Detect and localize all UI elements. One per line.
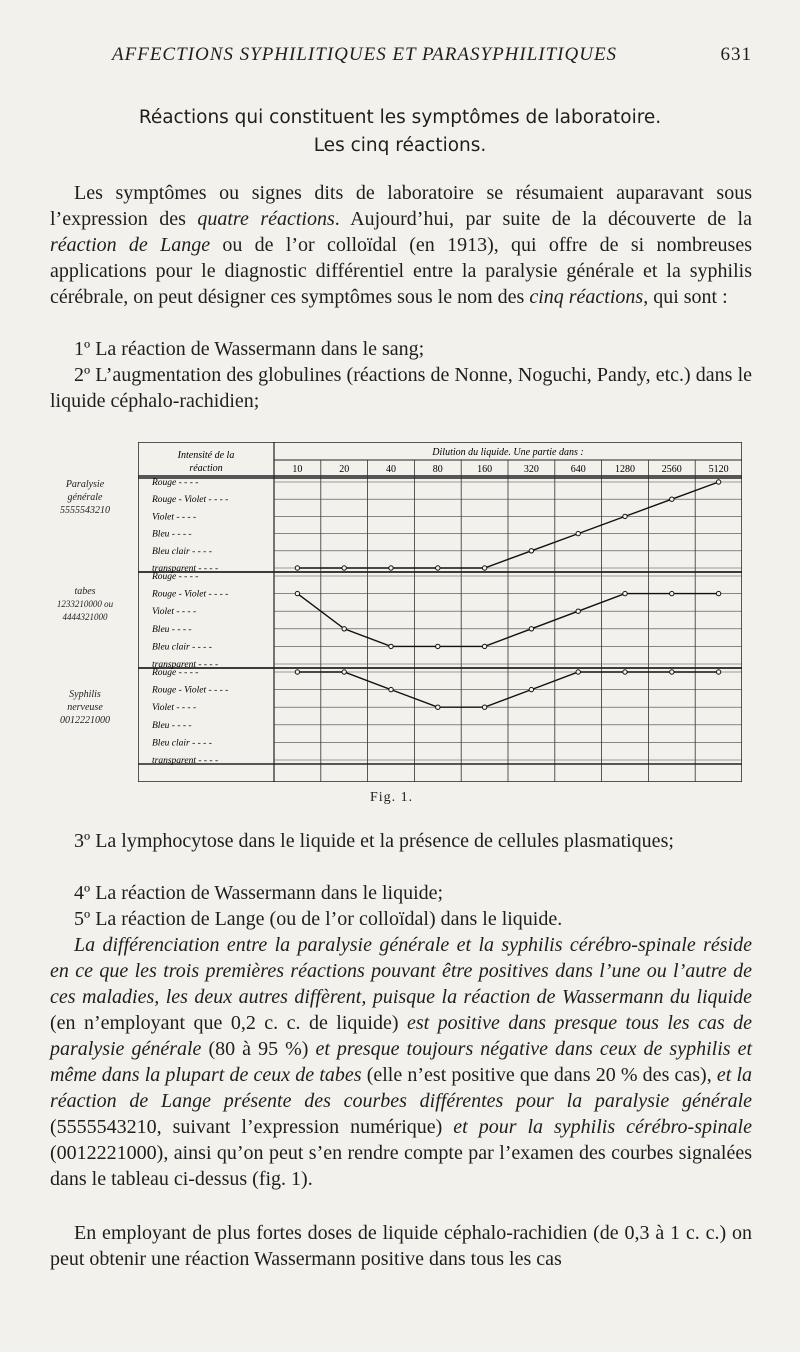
data-point <box>576 670 580 674</box>
row-labels <box>151 464 729 766</box>
row-label: Bleu - - - - <box>152 624 192 635</box>
data-point <box>576 609 580 613</box>
figure-caption: Fig. 1. <box>370 790 414 805</box>
intro-emphasis: quatre réactions <box>197 208 335 230</box>
group-label-1 <box>40 478 130 517</box>
group-label-2 <box>40 585 130 624</box>
section-title <box>60 104 740 160</box>
data-point <box>295 670 299 674</box>
para-emphasis: et la réaction de Lange présente des courbes différentes pour la paralysie générale <box>50 1064 753 1112</box>
data-point <box>295 566 299 570</box>
row-label: transparent - - - - <box>152 660 219 670</box>
para-text: (0012221000), ainsi qu’on peut s’en rendre compte par l’examen des courbes signalées dans le tableau ci-dessus (fig. 1). <box>50 1142 752 1190</box>
para-text: (elle n’est positive que dans 20 % des cas), <box>361 1064 717 1086</box>
data-point <box>529 687 533 691</box>
data-point <box>436 644 440 648</box>
data-point <box>389 687 393 691</box>
row-label: Bleu - - - - <box>152 529 192 540</box>
row-label: Bleu clair - - - - <box>152 738 212 749</box>
x-tick-label: 10 <box>292 464 303 475</box>
group-name: nerveuse <box>67 702 103 713</box>
para-text: (5555543210, suivant l’expression numérique) <box>50 1116 454 1138</box>
x-tick-label: 640 <box>570 464 586 475</box>
data-point <box>623 514 627 518</box>
list-item-5: 5º La réaction de Lange (ou de l’or colloïdal) dans le liquide. <box>74 908 563 930</box>
row-label: Rouge - - - - <box>152 668 199 678</box>
data-point <box>623 591 627 595</box>
group-name: tabes <box>74 586 96 597</box>
running-title: AFFECTIONS SYPHILITIQUES ET PARASYPHILITIQUES <box>112 44 618 65</box>
list-item-3: 3º La lymphocytose dans le liquide et la présence de cellules plasmatiques; <box>74 830 674 852</box>
row-label: Rouge - Violet - - - - <box>152 495 229 506</box>
data-point <box>670 497 674 501</box>
group-code: 5555543210 <box>60 505 110 516</box>
row-label: Violet - - - - <box>152 703 197 714</box>
running-header <box>112 40 752 70</box>
group-name: générale <box>67 492 103 503</box>
group-label-3 <box>40 688 130 727</box>
figure-1-chart <box>138 442 742 782</box>
data-point <box>342 566 346 570</box>
intro-paragraph <box>50 180 752 310</box>
intro-text: Les symptômes ou signes dits de laboratoire se résumaient auparavant sous l’expression des <box>50 182 752 230</box>
data-point <box>716 480 720 484</box>
data-point <box>436 566 440 570</box>
group-code: 0012221000 <box>60 715 110 726</box>
para-emphasis: La différenciation entre la paralysie générale et la syphilis cérébro-spinale réside en ce que les trois premières réactions pouvant être positives dans l’une ou l’autre de ces maladies, les deux autres diffèrent, puisque la réaction de Wassermann du liquide <box>50 934 752 1008</box>
x-tick-label: 40 <box>386 464 396 475</box>
para-emphasis: et pour la syphilis cérébro-spinale <box>453 1116 752 1138</box>
intro-emphasis: réaction de Lange <box>50 234 211 256</box>
x-tick-label: 160 <box>477 464 493 475</box>
row-label: Violet - - - - <box>152 512 197 523</box>
data-point <box>670 670 674 674</box>
data-point <box>576 531 580 535</box>
row-label: Bleu - - - - <box>152 720 192 731</box>
data-point <box>342 627 346 631</box>
intro-text: . Aujourd’hui, par suite de la découverte de la <box>334 208 752 230</box>
x-tick-label: 320 <box>523 464 539 475</box>
corner-header-line2: réaction <box>189 463 223 474</box>
x-tick-label: 2560 <box>661 464 682 475</box>
chart-frame <box>138 442 742 782</box>
data-point <box>342 670 346 674</box>
data-point <box>295 591 299 595</box>
data-point <box>716 670 720 674</box>
x-tick-label: 1280 <box>615 464 635 475</box>
lange-curve-chart <box>138 442 742 782</box>
page-number: 631 <box>720 44 752 65</box>
data-point <box>389 566 393 570</box>
corner-header-line1: Intensité de la <box>177 450 235 461</box>
row-label: Rouge - Violet - - - - <box>152 685 229 696</box>
para-emphasis: est positive dans presque tous les cas de paralysie générale <box>50 1012 752 1060</box>
grid <box>138 460 742 782</box>
para-text: (80 à 95 %) <box>201 1038 316 1060</box>
data-point <box>482 705 486 709</box>
group-name: Syphilis <box>69 689 101 700</box>
list-item-4: 4º La réaction de Wassermann dans le liquide; <box>74 882 444 904</box>
group-name: Paralysie <box>65 479 105 490</box>
row-label: Rouge - - - - <box>152 478 199 488</box>
section-title-line1: Réactions qui constituent les symptômes de laboratoire. <box>138 107 662 128</box>
row-label: Bleu clair - - - - <box>152 642 212 653</box>
row-label: Violet - - - - <box>152 607 197 618</box>
data-point <box>529 627 533 631</box>
row-label: Rouge - - - - <box>152 572 199 582</box>
intro-emphasis: cinq réactions <box>529 286 644 308</box>
intro-text: ou de l’or colloïdal (en 1913), qui offre de si nombreuses applications pour le diagnostic différentiel entre la paralysie générale et la syphilis cérébrale, on peut désigner ces symptômes sous le nom des <box>50 234 752 308</box>
data-point <box>529 549 533 553</box>
row-label: transparent - - - - <box>152 564 219 574</box>
row-label: Rouge - Violet - - - - <box>152 589 229 600</box>
data-point <box>482 644 486 648</box>
list-item-2: 2º L’augmentation des globulines (réactions de Nonne, Noguchi, Pandy, etc.) dans le liquide céphalo-rachidien; <box>50 364 752 412</box>
group-name: 1233210000 ou 4444321000 <box>56 599 114 622</box>
data-point <box>482 566 486 570</box>
x-tick-label: 5120 <box>708 464 729 475</box>
dilution-header: Dilution du liquide. Une partie dans : <box>432 447 584 458</box>
x-tick-label: 80 <box>432 464 443 475</box>
row-label: transparent - - - - <box>152 756 219 766</box>
final-paragraph: En employant de plus fortes doses de liquide céphalo-rachidien (de 0,3 à 1 c. c.) on peut obtenir une réaction Wassermann positive dans tous les cas <box>50 1222 752 1270</box>
row-label: Bleu clair - - - - <box>152 546 212 557</box>
intro-text: , qui sont : <box>643 286 728 308</box>
differentiation-paragraph <box>50 932 752 1192</box>
data-point <box>389 644 393 648</box>
para-emphasis: et presque toujours négative dans ceux de syphilis et même dans la plupart de ceux de tabes <box>50 1038 753 1086</box>
data-point <box>623 670 627 674</box>
x-tick-label: 20 <box>339 464 350 475</box>
section-title-line2: Les cinq réactions. <box>313 135 487 156</box>
data-point <box>670 591 674 595</box>
data-point <box>436 705 440 709</box>
para-text: (en n’employant que 0,2 c. c. de liquide) <box>50 1012 407 1034</box>
data-point <box>716 591 720 595</box>
list-item-1: 1º La réaction de Wassermann dans le sang; <box>74 338 425 360</box>
